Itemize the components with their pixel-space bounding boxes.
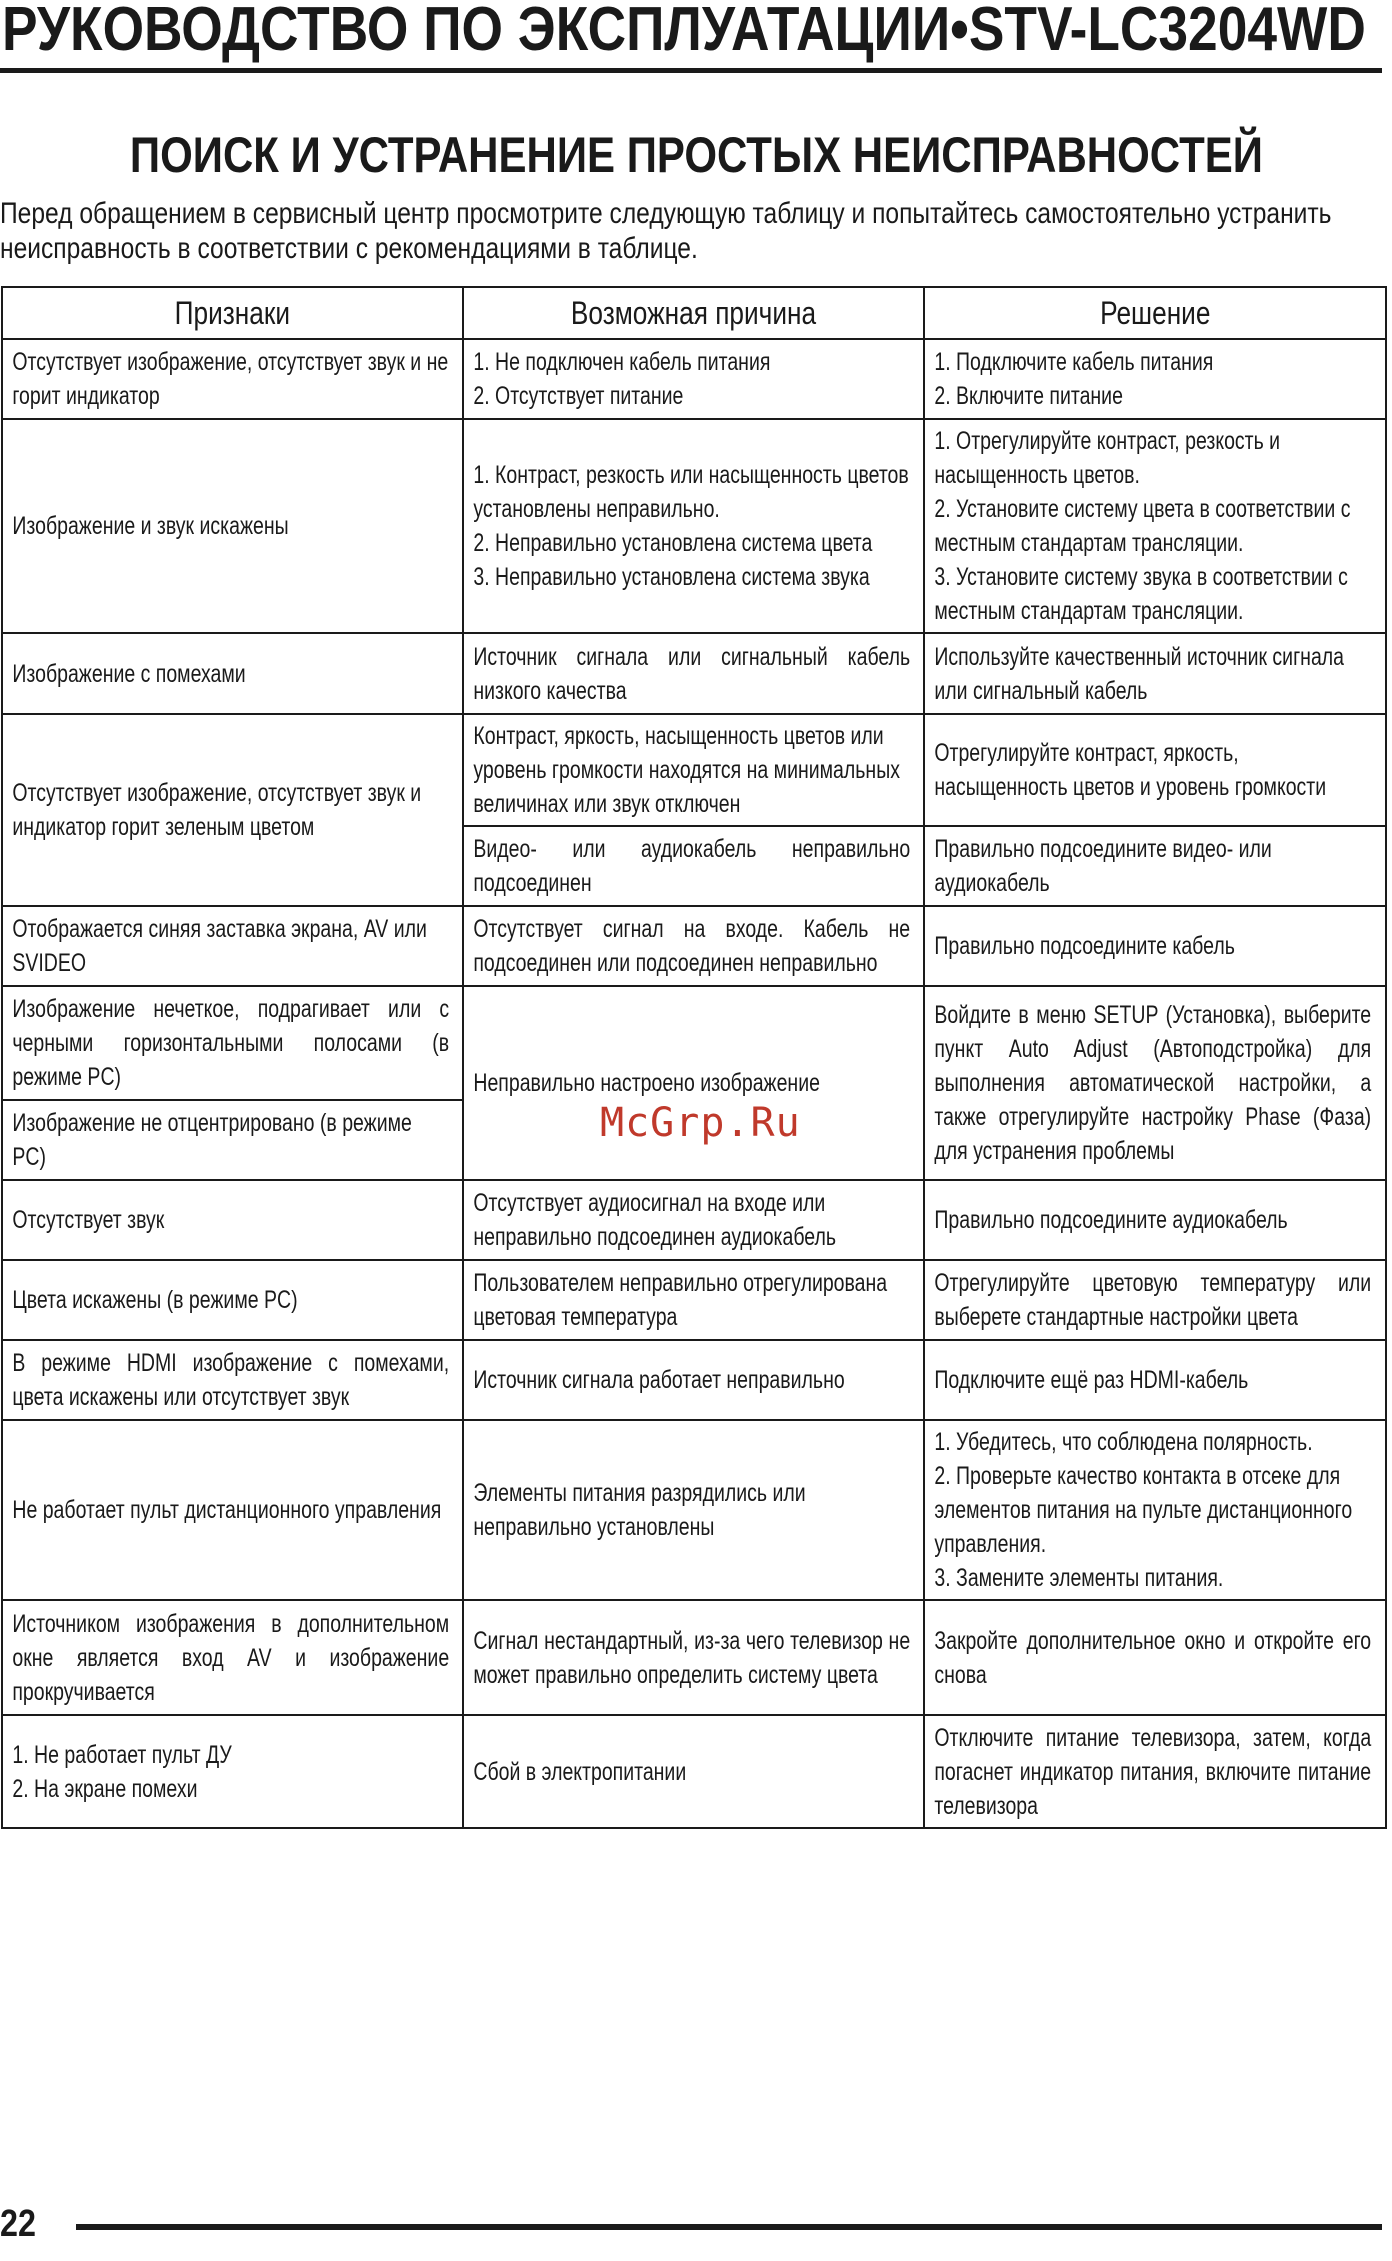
intro-paragraph [0,196,1392,266]
cause-cell: Сигнал нестандартный, из-за чего телевизор не может правильно определить систему цвета [463,1600,924,1715]
table-row [2,906,1386,986]
symptom-cell: Отображается синяя заставка экрана, AV или SVIDEO [2,906,463,986]
table-header-row [2,287,1386,339]
solution-cell: Подключите ещё раз HDMI-кабель [924,1340,1386,1420]
symptom-cell: Отсутствует изображение, отсутствует звук и не горит индикатор [2,339,463,419]
table-row [2,1260,1386,1340]
cause-cell: Пользователем неправильно отрегулирована цветовая температура [463,1260,924,1340]
solution-cell: 1. Подключите кабель питания 2. Включите питание [924,339,1386,419]
section-title [0,128,1392,182]
symptom-cell: 1. Не работает пульт ДУ 2. На экране помехи [2,1715,463,1828]
column-header-solution: Решение [924,287,1386,339]
cause-cell: Сбой в электропитании [463,1715,924,1828]
solution-cell: 1. Убедитесь, что соблюдена полярность. 2. Проверьте качество контакта в отсеке для элементов питания на пульте дистанционного управления. 3. Замените элементы питания. [924,1420,1386,1600]
symptom-cell: Отсутствует звук [2,1180,463,1260]
solution-cell: Закройте дополнительное окно и откройте его снова [924,1600,1386,1715]
solution-cell: Правильно подсоедините видео- или аудиокабель [924,826,1386,906]
cause-cell: 1. Контраст, резкость или насыщенность цветов установлены неправильно. 2. Неправильно установлена система цвета 3. Неправильно установлена система звука [463,419,924,633]
symptom-cell: Цвета искажены (в режиме PC) [2,1260,463,1340]
manual-title: РУКОВОДСТВО ПО ЭКСПЛУАТАЦИИ•STV-LC3204WD [2,0,1366,64]
intro-line-1: Перед обращением в сервисный центр просмотрите следующую таблицу и попытайтесь самостоятельно устранить [0,197,1332,230]
symptom-cell: Изображение не отцентрировано (в режиме PC) [2,1100,463,1180]
table-row [2,714,1386,826]
cause-cell: Источник сигнала работает неправильно [463,1340,924,1420]
troubleshooting-table [1,286,1387,1829]
symptom-cell: В режиме HDMI изображение с помехами, цвета искажены или отсутствует звук [2,1340,463,1420]
solution-cell: Отрегулируйте контраст, яркость, насыщенность цветов и уровень громкости [924,714,1386,826]
table-row [2,1600,1386,1715]
symptom-cell: Отсутствует изображение, отсутствует звук и индикатор горит зеленым цветом [2,714,463,906]
table-row [2,1420,1386,1600]
column-header-cause: Возможная причина [463,287,924,339]
table-row [2,1715,1386,1828]
cause-cell: Контраст, яркость, насыщенность цветов или уровень громкости находятся на минимальных величинах или звук отключен [463,714,924,826]
table-row [2,1180,1386,1260]
cause-cell: Отсутствует аудиосигнал на входе или неправильно подсоединен аудиокабель [463,1180,924,1260]
table-row [2,339,1386,419]
table-row [2,419,1386,633]
solution-cell: Правильно подсоедините кабель [924,906,1386,986]
cause-cell: Источник сигнала или сигнальный кабель низкого качества [463,633,924,714]
cause-cell: Видео- или аудиокабель неправильно подсоединен [463,826,924,906]
watermark: McGrp.Ru [600,1100,801,1146]
intro-line-2: неисправность в соответствии с рекомендациями в таблице. [0,232,698,265]
page-footer [0,2190,1392,2250]
table-row [2,633,1386,714]
solution-cell: Отключите питание телевизора, затем, когда погаснет индикатор питания, включите питание телевизора [924,1715,1386,1828]
solution-cell: Войдите в меню SETUP (Установка), выберите пункт Auto Adjust (Автоподстройка) для выполнения автоматической настройки, а также отрегулируйте настройку Phase (Фаза) для устранения проблемы [924,986,1386,1180]
solution-cell: Отрегулируйте цветовую температуру или выберете стандартные настройки цвета [924,1260,1386,1340]
table-row [2,1340,1386,1420]
solution-cell: Правильно подсоедините аудиокабель [924,1180,1386,1260]
symptom-cell: Не работает пульт дистанционного управления [2,1420,463,1600]
column-header-symptoms: Признаки [2,287,463,339]
cause-cell: 1. Не подключен кабель питания 2. Отсутствует питание [463,339,924,419]
symptom-cell: Изображение нечеткое, подрагивает или с черными горизонтальными полосами (в режиме PC) [2,986,463,1100]
solution-cell: Используйте качественный источник сигнала или сигнальный кабель [924,633,1386,714]
symptom-cell: Источником изображения в дополнительном окне является вход AV и изображение прокручивается [2,1600,463,1715]
symptom-cell: Изображение и звук искажены [2,419,463,633]
cause-cell: Элементы питания разрядились или неправильно установлены [463,1420,924,1600]
symptom-cell: Изображение с помехами [2,633,463,714]
cause-cell: Отсутствует сигнал на входе. Кабель не подсоединен или подсоединен неправильно [463,906,924,986]
section-title-text: ПОИСК И УСТРАНЕНИЕ ПРОСТЫХ НЕИСПРАВНОСТЕЙ [129,127,1263,183]
table-row [2,986,1386,1100]
solution-cell: 1. Отрегулируйте контраст, резкость и насыщенность цветов. 2. Установите систему цвета в соответствии с местным стандартам трансляции. 3. Установите систему звука в соответствии с местным стандартам трансляции. [924,419,1386,633]
cause-cell: Неправильно настроено изображение [463,986,924,1180]
footer-divider [76,2224,1382,2230]
header-divider [0,68,1382,73]
page-number: 22 [0,2203,36,2245]
